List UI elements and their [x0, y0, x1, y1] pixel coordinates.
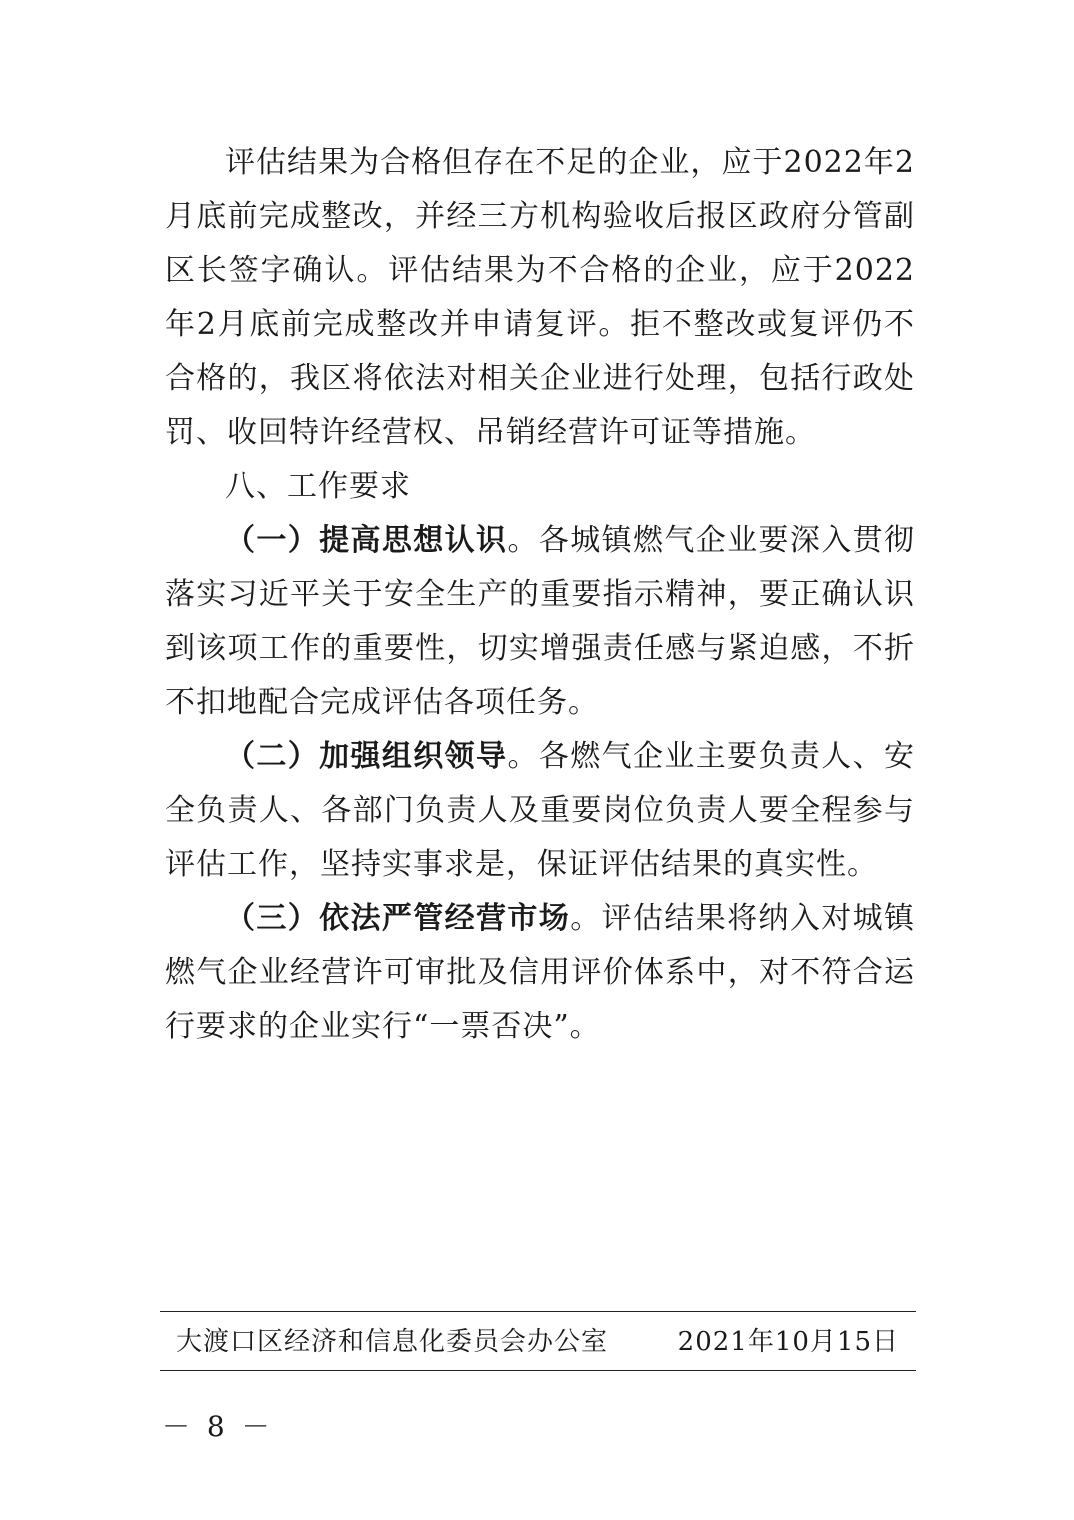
page-number: － 8 － — [162, 1410, 274, 1443]
footer-issuing-office: 大渡口区经济和信息化委员会办公室 — [176, 1327, 609, 1357]
document-body — [165, 136, 915, 1054]
paragraph-item-1 — [165, 514, 915, 730]
item-2-lead: （二）加强组织领导 — [225, 739, 508, 774]
item-3-text: 。评估结果将纳入对城镇燃气企业经营许可审批及信用评价体系中，对不符合运行要求的企业实行“一票否决”。 — [165, 901, 916, 1044]
footer-top-rule — [160, 1311, 916, 1312]
item-2-text: 。各燃气企业主要负责人、安全负责人、各部门负责人及重要岗位负责人要全程参与评估工作，坚持实事求是，保证评估结果的真实性。 — [165, 739, 916, 882]
paragraph-item-3 — [165, 892, 915, 1054]
paragraph-item-2 — [165, 730, 915, 892]
item-1-text: 。各城镇燃气企业要深入贯彻落实习近平关于安全生产的重要指示精神，要正确认识到该项工作的重要性，切实增强责任感与紧迫感，不折不扣地配合完成评估各项任务。 — [165, 523, 916, 720]
paragraph-assessment-results: 评估结果为合格但存在不足的企业，应于2022年2月底前完成整改，并经三方机构验收后报区政府分管副区长签字确认。评估结果为不合格的企业，应于2022年2月底前完成整改并申请复评。拒不整改或复评仍不合格的，我区将依法对相关企业进行处理，包括行政处罚、收回特许经营权、吊销经营许可证等措施。 — [165, 145, 915, 450]
footer-issue-date: 2021年10月15日 — [677, 1327, 899, 1357]
footer-bottom-rule — [160, 1370, 916, 1371]
item-1-lead: （一）提高思想认识 — [225, 523, 508, 558]
item-3-lead: （三）依法严管经营市场 — [225, 901, 571, 936]
section-heading-work-requirements: 八、工作要求 — [225, 469, 411, 504]
